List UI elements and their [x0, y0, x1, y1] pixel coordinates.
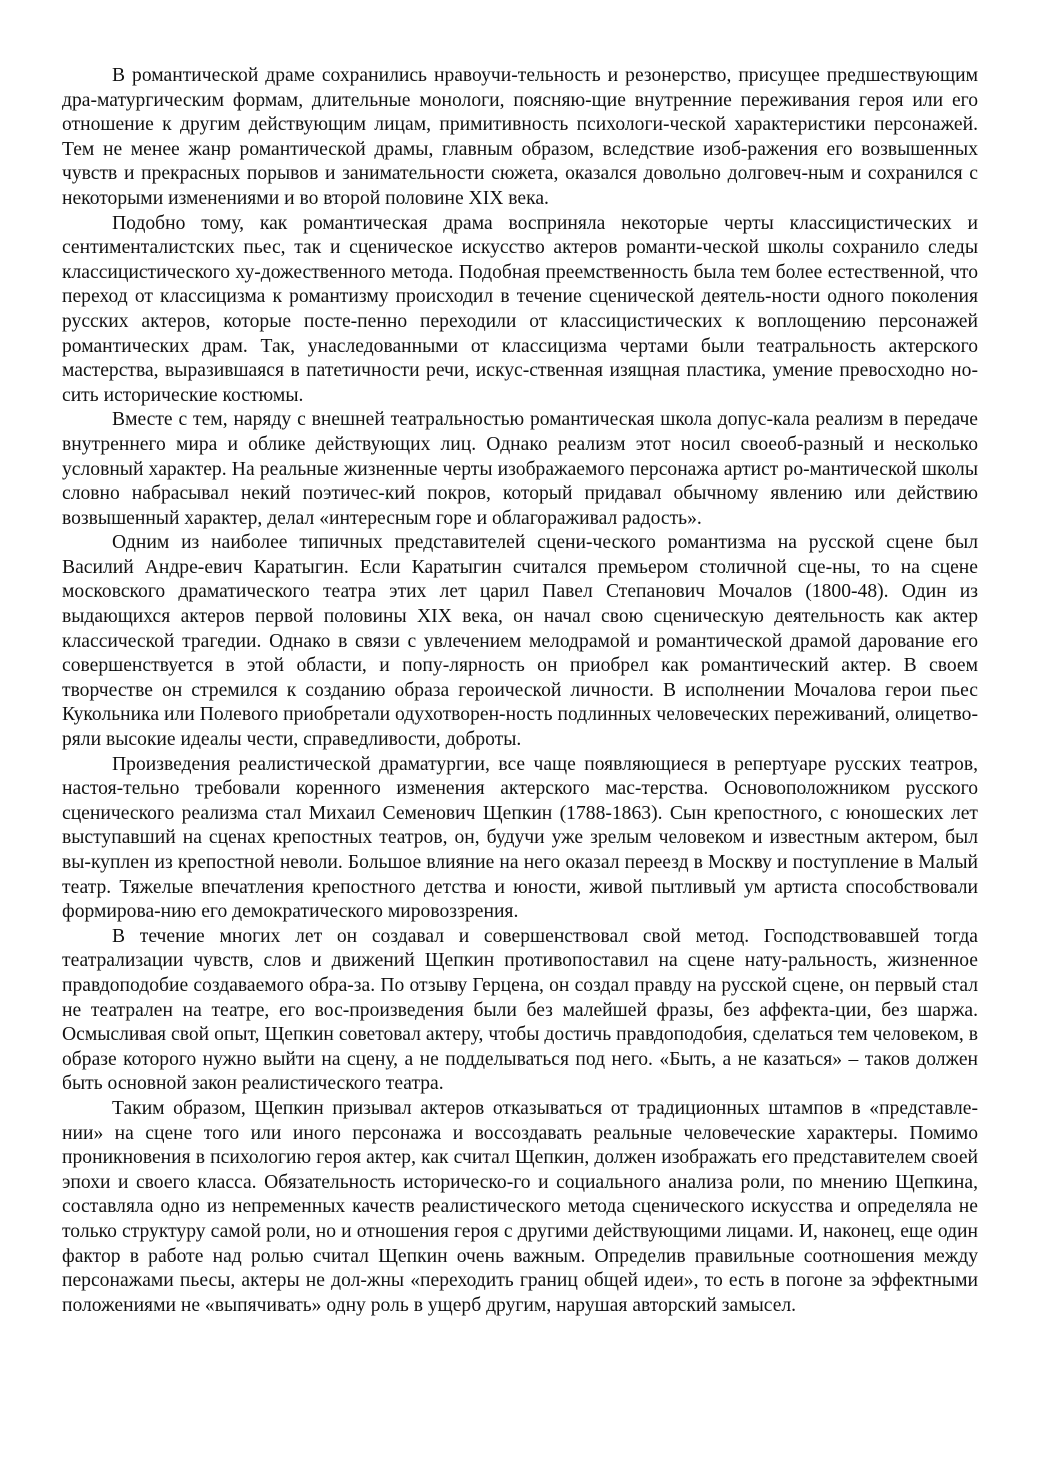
paragraph-4: Одним из наиболее типичных представителей сцени-ческого романтизма на русской сцене был Василий Андре-евич Каратыгин. Если Каратыгин считался премьером столичной сце-ны, то на сцене московского драматического театра этих лет царил Павел Степанович Мочалов (1800-48). Один из выдающихся актеров первой половины XIX века, он начал свою сценическую деятельность как актер классической трагедии. Однако в связи с увлечением мелодрамой и романтической драмой дарование его совершенствуется в этой области, и попу-лярность он приобрел как романтический актер. В своем творчестве он стремился к созданию образа героической личности. В исполнении Мочалова герои пьес Кукольника или Полевого приобретали одухотворен-ность подлинных человеческих переживаний, олицетво-ряли высокие идеалы чести, справедливости, доброты. — [62, 532, 978, 751]
document-page — [62, 64, 978, 1318]
paragraph-6: В течение многих лет он создавал и совершенствовал свой метод. Господствовавшей тогда театрализации чувств, слов и движений Щепкин противопоставил на сцене нату-ральность, жизненное правдоподобие создаваемого обра-за. По отзыву Герцена, он создал правду на русской сцене, он первый стал не театрален на театре, его вос-произведения были без малейшей фразы, без аффекта-ции, без шаржа. Осмысливая свой опыт, Щепкин советовал актеру, чтобы достичь правдоподобия, сделаться тем человеком, в образе которого нужно выйти на сцену, а не подделываться под него. «Быть, а не казаться» – таков должен быть основной закон реалистического театра. — [62, 925, 978, 1095]
paragraph-1: В романтической драме сохранились нравоучи-тельность и резонерство, присущее предшествующим дра-матургическим формам, длительные монологи, поясняю-щие внутренние переживания героя или его отношение к другим действующим лицам, примитивность психологи-ческой характеристики персонажей. Тем не менее жанр романтической драмы, главным образом, вследствие изоб-ражения его возвышенных чувств и прекрасных порывов и занимательности сюжета, оказался довольно долговеч-ным и сохранился с некоторыми изменениями и во второй половине XIX века. — [62, 65, 978, 209]
paragraph-7: Таким образом, Щепкин призывал актеров отказываться от традиционных штампов в «представле-нии» на сцене того или иного персонажа и воссоздавать реальные человеческие характеры. Помимо проникновения в психологию героя актер, как считал Щепкин, должен изображать его представителем своей эпохи и своего класса. Обязательность историческо-го и социального анализа роли, по мнению Щепкина, составляла одно из непременных качеств реалистического метода сценического искусства и определяла не только структуру самой роли, но и отношения героя с другими действующими лицами. И, наконец, еще один фактор в работе над ролью считал Щепкин очень важным. Определив правильные соотношения между персонажами пьесы, актеры не дол-жны «переходить границ общей идеи», то есть в погоне за эффектными положениями не «выпячивать» одну роль в ущерб другим, нарушая авторский замысел. — [62, 1097, 978, 1316]
paragraph-5: Произведения реалистической драматургии, все чаще появляющиеся в репертуаре русских театров, настоя-тельно требовали коренного изменения актерского мас-терства. Основоположником русского сценического реализма стал Михаил Семенович Щепкин (1788-1863). Сын крепостного, с юношеских лет выступавший на сценах крепостных театров, он, будучи уже зрелым человеком и известным актером, был вы-куплен из крепостной неволи. Большое влияние на него оказал переезд в Москву и поступление в Малый театр. Тяжелые впечатления крепостного детства и юности, живой пытливый ум артиста способствовали формирова-нию его демократического мировоззрения. — [62, 753, 978, 923]
paragraph-2: Подобно тому, как романтическая драма восприняла некоторые черты классицистических и сентименталистских пьес, так и сценическое искусство актеров романти-ческой школы сохранило следы классицистического ху-дожественного метода. Подобная преемственность была тем более естественной, что переход от классицизма к романтизму происходил в течение сценической деятель-ности одного поколения русских актеров, которые посте-пенно переходили от классицистических к воплощению персонажей романтических драм. Так, унаследованными от классицизма чертами были театральность актерского мастерства, выразившаяся в патетичности речи, искус-ственная изящная пластика, умение превосходно но-сить исторические костюмы. — [62, 212, 978, 406]
paragraph-3: Вместе с тем, наряду с внешней театральностью романтическая школа допус-кала реализм в передаче внутреннего мира и облике действующих лиц. Однако реализм этот носил своеоб-разный и несколько условный характер. На реальные жизненные черты изображаемого персонажа артист ро-мантической школы словно набрасывал некий поэтичес-кий покров, который придавал обычному явлению или действию возвышенный характер, делал «интересным горе и облагораживал радость». — [62, 409, 978, 529]
